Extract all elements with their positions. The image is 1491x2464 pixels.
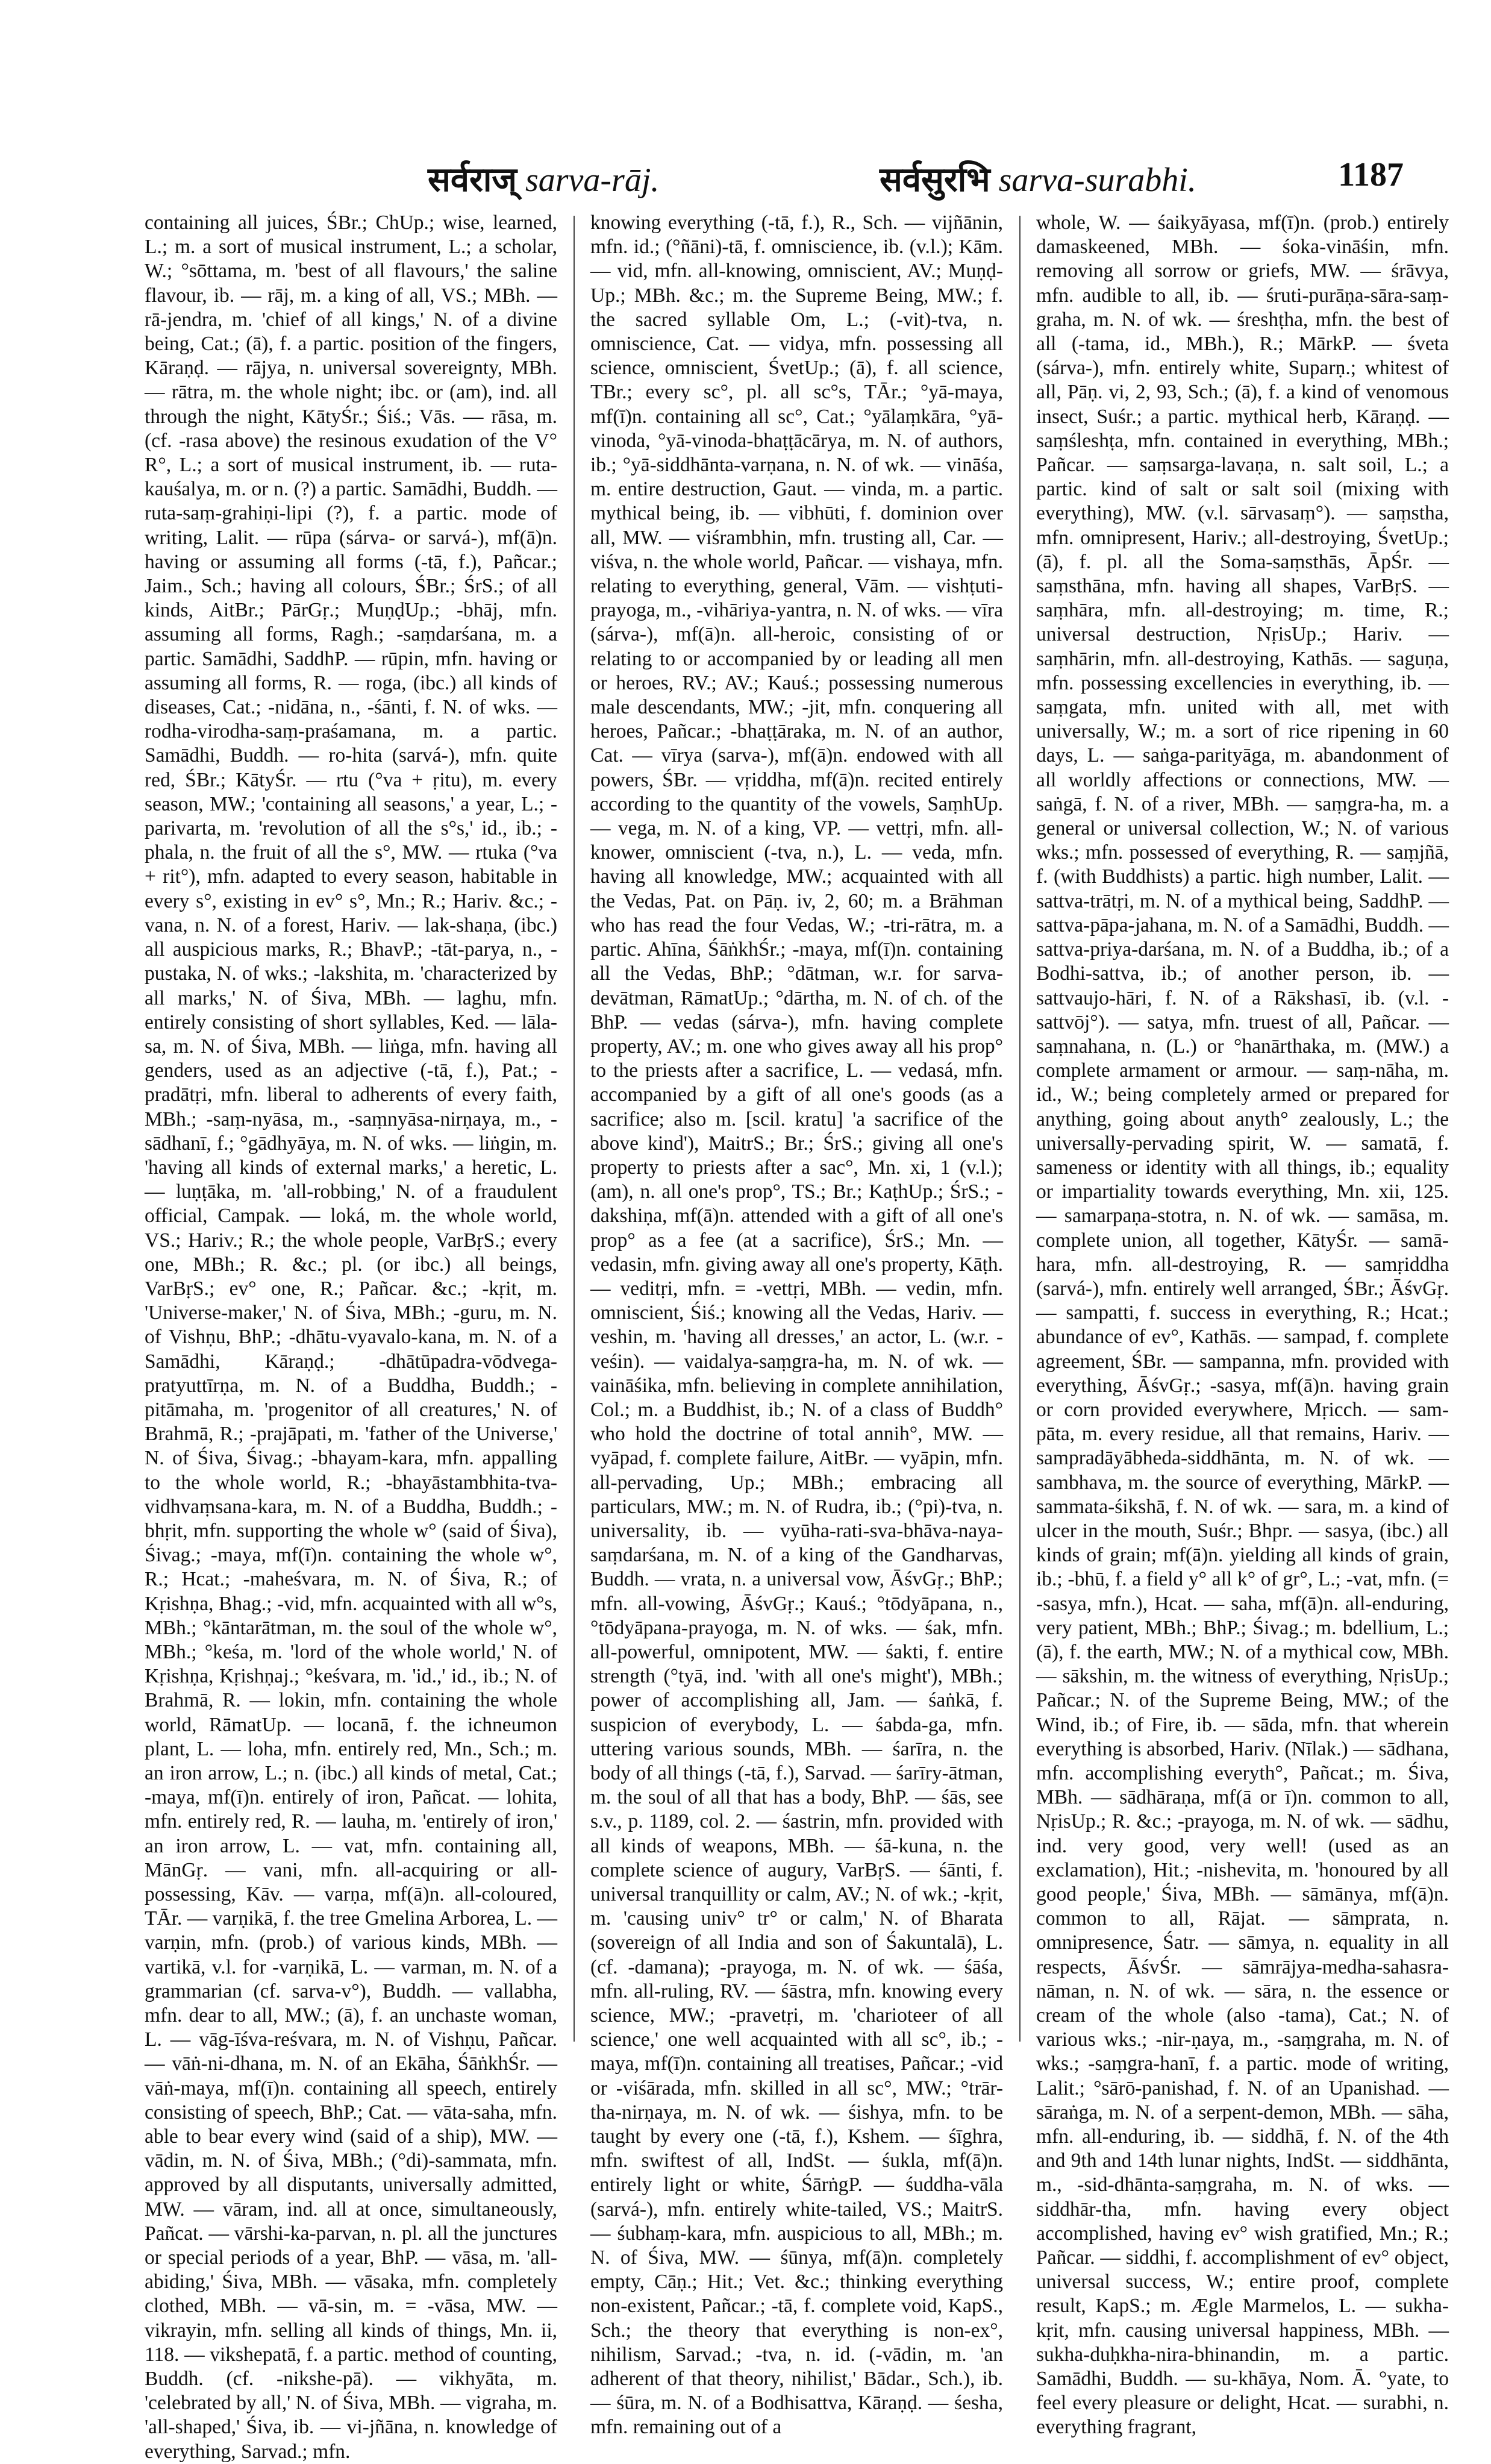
column-1-text: containing all juices, ŚBr.; ChUp.; wise, learned, L.; m. a sort of musical instrument, L.; a scholar, W.; °sōttama, m. 'best of all flavours,' the saline flavour, ib. — rāj, m. a king of all, VS.; MBh. — rā-jendra, m. 'chief of all kings,' N. of a divine being, Cat.; (ā), f. a partic. position of the fingers, Kāraṇḍ. — rājya, n. universal sovereignty, MBh. — rātra, m. the whole night; ibc. or (am), ind. all through the night, KātyŚr.; Śiś.; Vās. — rāsa, m. (cf. -rasa above) the resinous exudation of the V° R°, L.; a sort of musical instrument, ib. — ruta-kauśalya, m. or n. (?) a partic. Samādhi, Buddh. — ruta-saṃ-grahiṇi-lipi (?), f. a partic. mode of writing, Lalit. — rūpa (sárva- or sarvá-), mf(ā)n. having or assuming all forms (-tā, f.), Pañcar.; Jaim., Sch.; having all colours, ŚBr.; ŚrS.; of all kinds, AitBr.; PārGṛ.; MuṇḍUp.; -bhāj, mfn. assuming all forms, Ragh.; -saṃdarśana, m. a partic. Samādhi, SaddhP. — rūpin, mfn. having or assuming all forms, R. — roga, (ibc.) all kinds of diseases, Cat.; -nidāna, n., -śānti, f. N. of wks. — rodha-virodha-saṃ-praśamana, m. a partic. Samādhi, Buddh. — ro-hita (sarvá-), mfn. quite red, ŚBr.; KātyŚr. — rtu (°va + ṛitu), m. every season, MW.; 'containing all seasons,' a year, L.; -parivarta, m. 'revolution of all the s°s,' id., ib.; -phala, n. the fruit of all the s°, MW. — rtuka (°va + rit°), mfn. adapted to every season, habitable in every s°, existing in ev° s°, Mn.; R.; Hariv. &c.; -vana, n. N. of a forest, Hariv. — lak-shaṇa, (ibc.) all auspicious marks, R.; BhavP.; -tāt-parya, n., -pustaka, N. of wks.; -lakshita, m. 'characterized by all marks,' N. of Śiva, MBh. — laghu, mfn. entirely consisting of short syllables, Ked. — lāla-sa, m. N. of Śiva, MBh. — liṅga, mfn. having all genders, used as an adjective (-tā, f.), Pat.; -pradātṛi, mfn. liberal to adherents of every faith, MBh.; -saṃ-nyāsa, m., -saṃnyāsa-nirṇaya, m., -sādhanī, f.; °gādhyāya, m. N. of wks. — liṅgin, m. 'having all kinds of external marks,' a heretic, L. — luṇṭāka, m. 'all-robbing,' N. of a fraudulent official, Campak. — loká, m. the whole world, VS.; Hariv.; R.; the whole people, VarBṛS.; every one, MBh.; R. &c.; pl. (or ibc.) all beings, VarBṛS.; ev° one, R.; Pañcar. &c.; -kṛit, m. 'Universe-maker,' N. of Śiva, MBh.; -guru, m. N. of Vishṇu, BhP.; -dhātu-vyavalo-kana, m. N. of a Samādhi, Kāraṇḍ.; -dhātūpadra-vōdvega-pratyuttīrṇa, m. N. of a Buddha, Buddh.; -pitāmaha, m. 'progenitor of all creatures,' N. of Brahmā, R.; -prajāpati, m. 'father of the Universe,' N. of Śiva, Śivag.; -bhayam-kara, mfn. appalling to the whole world, R.; -bhayāstambhita-tva-vidhvaṃsana-kara, m. N. of a Buddha, Buddh.; -bhṛit, mfn. supporting the whole w° (said of Śiva), Śivag.; -maya, mf(ī)n. containing the whole w°, R.; Hcat.; -maheśvara, m. N. of Śiva, R.; of Kṛishṇa, Bhag.; -vid, mfn. acquainted with all w°s, MBh.; °kāntarātman, m. the soul of the whole w°, MBh.; °keśa, m. 'lord of the whole world,' N. of Kṛishṇa, Kṛishṇaj.; °keśvara, m. 'id.,' id., ib.; N. of Brahmā, R. — lokin, mfn. containing the whole world, RāmatUp. — locanā, f. the ichneumon plant, L. — loha, mfn. entirely red, Mn., Sch.; m. an iron arrow, L.; n. (ibc.) all kinds of metal, Cat.; -maya, mf(ī)n. entirely of iron, Pañcat. — lohita, mfn. entirely red, R. — lauha, m. 'entirely of iron,' an iron arrow, L. — vat, mfn. containing all, MānGṛ. — vani, mfn. all-acquiring or all-possessing, Kāv. — varṇa, mf(ā)n. all-coloured, TĀr. — varṇikā, f. the tree Gmelina Arborea, L. — varṇin, mfn. (prob.) of various kinds, MBh. — vartikā, v.l. for -varṇikā, L. — varman, m. N. of a grammarian (cf. sarva-v°), Buddh. — vallabha, mfn. dear to all, MW.; (ā), f. an unchaste woman, L. — vāg-īśva-reśvara, m. N. of Vishṇu, Pañcar. — vāṅ-ni-dhana, m. N. of an Ekāha, ŚāṅkhŚr. — vāṅ-maya, mf(ī)n. containing all speech, entirely consisting of speech, BhP.; Cat. — vāta-saha, mfn. able to bear every wind (said of a ship), MW. — vādin, m. N. of Śiva, MBh.; (°di)-sammata, mfn. approved by all disputants, universally admitted, MW. — vāram, ind. all at once, simultaneously, Pañcat. — vārshi-ka-parvan, n. pl. all the junctures or special periods of a year, BhP. — vāsa, m. 'all-abiding,' Śiva, MBh. — vāsaka, mfn. completely clothed, MBh. — vā-sin, m. = -vāsa, MW. — vikrayin, mfn. selling all kinds of things, Mn. ii, 118. — vikshepatā, f. a partic. method of counting, Buddh. (cf. -nikshe-pā). — vikhyāta, m. 'celebrated by all,' N. of Śiva, MBh. — vigraha, m. 'all-shaped,' Śiva, ib. — vi-jñāna, n. knowledge of everything, Sarvad.; mfn. bbox=[145, 212, 557, 2463]
column-3-text: whole, W. — śaikyāyasa, mf(ī)n. (prob.) entirely damaskeened, MBh. — śoka-vināśin, mfn. removing all sorrow or griefs, MW. — śrāvya, mfn. audible to all, ib. — śruti-purāṇa-sāra-saṃ-graha, m. N. of wk. — śreshṭha, mfn. the best of all (-tama, id., MBh.), R.; MārkP. — śveta (sárva-), mfn. entirely white, Suparṇ.; whitest of all, Pāṇ. vi, 2, 93, Sch.; (ā), f. a kind of venomous insect, Suśr.; a partic. mythical herb, Kāraṇḍ. — saṃśleshṭa, mfn. contained in everything, MBh.; Pañcar. — saṃsarga-lavaṇa, n. salt soil, L.; a partic. kind of salt or salt soil (mixing with everything), MW. (v.l. sārvasaṃ°). — saṃstha, mfn. omnipresent, Hariv.; all-destroying, ŚvetUp.; (ā), f. pl. all the Soma-saṃsthās, ĀpŚr. — saṃsthāna, mfn. having all shapes, VarBṛS. — saṃhāra, mfn. all-destroying; m. time, R.; universal destruction, NṛisUp.; Hariv. — saṃhārin, mfn. all-destroying, Kathās. — saguṇa, mfn. possessing excellencies in everything, ib. — saṃgata, mfn. united with all, met with universally, W.; m. a sort of rice ripening in 60 days, L. — saṅga-parityāga, m. abandonment of all worldly affections or connections, MW. — saṅgā, f. N. of a river, MBh. — saṃgra-ha, m. a general or universal collection, W.; N. of various wks.; mfn. possessed of everything, R. — saṃjñā, f. (with Buddhists) a partic. high number, Lalit. — sattva-trātṛi, m. N. of a mythical being, SaddhP. — sattva-pāpa-jahana, m. N. of a Samādhi, Buddh. — sattva-priya-darśana, m. N. of a Buddha, ib.; of a Bodhi-sattva, ib.; of another person, ib. — sattvaujo-hāri, f. N. of a Rākshasī, ib. (v.l. -sattvōj°). — satya, mfn. truest of all, Pañcar. — saṃnahana, n. (L.) or °hanārthaka, m. (MW.) a complete armament or armour. — saṃ-nāha, m. id., W.; being completely armed or prepared for anything, going about anyth° zealously, L.; the universally-pervading spirit, W. — samatā, f. sameness or identity with all things, ib.; equality or impartiality towards everything, Mn. xii, 125. — samarpaṇa-stotra, n. N. of wk. — samāsa, m. complete union, all together, KātyŚr. — samā-hara, mfn. all-destroying, R. — samṛiddha (sarvá-), mfn. entirely well arranged, ŚBr.; ĀśvGṛ. — sampatti, f. success in everything, R.; Hcat.; abundance of ev°, Kathās. — sampad, f. complete agreement, ŚBr. — sampanna, mfn. provided with everything, ĀśvGṛ.; -sasya, mf(ā)n. having grain or corn provided everywhere, Mṛicch. — sam-pāta, m. every residue, all that remains, Hariv. — sampradāyābheda-siddhānta, m. N. of wk. — sambhava, m. the source of everything, MārkP. — sammata-śikshā, f. N. of wk. — sara, m. a kind of ulcer in the mouth, Suśr.; Bhpr. — sasya, (ibc.) all kinds of grain; mf(ā)n. yielding all kinds of grain, ib.; -bhū, f. a field y° all k° of gr°, L.; -vat, mfn. (= -sasya, mfn.), Hcat. — saha, mf(ā)n. all-enduring, very patient, MBh.; BhP.; Śivag.; m. bdellium, L.; (ā), f. the earth, MW.; N. of a mythical cow, MBh. — sākshin, m. the witness of everything, NṛisUp.; Pañcar.; N. of the Supreme Being, MW.; of the Wind, ib.; of Fire, ib. — sāda, mfn. that wherein everything is absorbed, Hariv. (Nīlak.) — sādhana, mfn. accomplishing everyth°, Pañcat.; m. Śiva, MBh. — sādhāraṇa, mf(ā or ī)n. common to all, NṛisUp.; R. &c.; -prayoga, m. N. of wk. — sādhu, ind. very good, very well! (used as an exclamation), Hit.; -nishevita, m. 'honoured by all good people,' Śiva, MBh. — sāmānya, mf(ā)n. common to all, Rājat. — sāmprata, n. omnipresence, Śatr. — sāmya, n. equality in all respects, ĀśvŚr. — sāmrājya-medha-sahasra-nāman, n. N. of wk. — sāra, n. the essence or cream of the whole (also -tama), Cat.; N. of various wks.; -nir-ṇaya, m., -saṃgraha, m. N. of wks.; -saṃgra-hanī, f. a partic. mode of writing, Lalit.; °sārō-panishad, f. N. of an Upanishad. — sāraṅga, m. N. of a serpent-demon, MBh. — sāha, mfn. all-enduring, ib. — siddhā, f. N. of the 4th and 9th and 14th lunar nights, IndSt. — siddhānta, m., -sid-dhānta-saṃgraha, m. N. of wks. — siddhār-tha, mfn. having every object accomplished, having ev° wish gratified, Mn.; R.; Pañcar. — siddhi, f. accomplishment of ev° object, universal success, W.; entire proof, complete result, KapS.; m. Ægle Marmelos, L. — sukha-kṛit, mfn. causing universal happiness, MBh. — sukha-duḥkha-nira-bhinandin, m. a partic. Samādhi, Buddh. — su-khāya, Nom. Ā. °yate, to feel every pleasure or delight, Hcat. — surabhi, n. everything fragrant, bbox=[1036, 212, 1449, 2439]
right-headword: sarva-surabhi. bbox=[998, 161, 1196, 199]
dictionary-columns bbox=[145, 211, 1458, 2463]
right-running-head bbox=[880, 155, 1196, 201]
column-divider-1 bbox=[574, 216, 575, 2042]
right-headword-devanagari: सर्वसुरभि bbox=[880, 160, 990, 199]
column-2-text: knowing everything (-tā, f.), R., Sch. — vijñānin, mfn. id.; (°ñāni)-tā, f. omniscience, ib. (v.l.); Kām. — vid, mfn. all-knowing, omniscient, AV.; Muṇḍ-Up.; MBh. &c.; m. the Supreme Being, MW.; f. the sacred syllable Om, L.; (-vit)-tva, n. omniscience, Cat. — vidya, mfn. possessing all science, omniscient, ŚvetUp.; (ā), f. all science, TBr.; every sc°, pl. all sc°s, TĀr.; °yā-maya, mf(ī)n. containing all sc°, Cat.; °yālaṃkāra, °yā-vinoda, °yā-vinoda-bhaṭṭācārya, m. N. of authors, ib.; °yā-siddhānta-varṇana, n. N. of wk. — vināśa, m. entire destruction, Gaut. — vinda, m. a partic. mythical being, ib. — vibhūti, f. dominion over all, MW. — viśrambhin, mfn. trusting all, Car. — viśva, n. the whole world, Pañcar. — vishaya, mfn. relating to everything, general, Vām. — vishṭuti-prayoga, m., -vihāriya-yantra, n. N. of wks. — vīra (sárva-), mf(ā)n. all-heroic, consisting of or relating to or accompanied by or leading all men or heroes, RV.; AV.; Kauś.; possessing numerous male descendants, MW.; -jit, mfn. conquering all heroes, Pañcar.; -bhaṭṭāraka, m. N. of an author, Cat. — vīrya (sarva-), mf(ā)n. endowed with all powers, ŚBr. — vṛiddha, mf(ā)n. recited entirely according to the quantity of the vowels, SaṃhUp. — vega, m. N. of a king, VP. — vettṛi, mfn. all-knower, omniscient (-tva, n.), L. — veda, mfn. having all knowledge, MW.; acquainted with all the Vedas, Pat. on Pāṇ. iv, 2, 60; m. a Brāhman who has read the four Vedas, W.; -tri-rātra, m. a partic. Ahīna, ŚāṅkhŚr.; -maya, mf(ī)n. containing all the Vedas, BhP.; °dātman, w.r. for sarva-devātman, RāmatUp.; °dārtha, m. N. of ch. of the BhP. — vedas (sárva-), mfn. having complete property, AV.; m. one who gives away all his prop° to the priests after a sacrifice, L. — vedasá, mfn. accompanied by a gift of all one's goods (as a sacrifice; also m. [scil. kratu] 'a sacrifice of the above kind'), MaitrS.; Br.; ŚrS.; giving all one's property to priests after a sac°, Mn. xi, 1 (v.l.); (am), n. all one's prop°, TS.; Br.; KaṭhUp.; ŚrS.; -dakshiṇa, mf(ā)n. attended with a gift of all one's prop° as a fee (at a sacrifice), ŚrS.; Mn. — vedasin, mfn. giving away all one's property, Kāṭh. — veditṛi, mfn. = -vettṛi, MBh. — vedin, mfn. omniscient, Śiś.; knowing all the Vedas, Hariv. — veshin, m. 'having all dresses,' an actor, L. (w.r. -veśin). — vaidalya-saṃgra-ha, m. N. of wk. — vaināśika, mfn. believing in complete annihilation, Col.; m. a Buddhist, ib.; N. of a class of Buddh° who hold the doctrine of total annih°, MW. — vyāpad, f. complete failure, AitBr. — vyāpin, mfn. all-pervading, Up.; MBh.; embracing all particulars, MW.; m. N. of Rudra, ib.; (°pi)-tva, n. universality, ib. — vyūha-rati-sva-bhāva-naya-saṃdarśana, m. N. of a king of the Gandharvas, Buddh. — vrata, n. a universal vow, ĀśvGṛ.; BhP.; mfn. all-vowing, ĀśvGṛ.; Kauś.; °tōdyāpana, n., °tōdyāpana-prayoga, m. N. of wks. — śak, mfn. all-powerful, omnipotent, MW. — śakti, f. entire strength (°tyā, ind. 'with all one's might'), MBh.; power of accomplishing all, Jam. — śaṅkā, f. suspicion of everybody, L. — śabda-ga, mfn. uttering various sounds, MBh. — śarīra, n. the body of all things (-tā, f.), Sarvad. — śarīry-ātman, m. the soul of all that has a body, BhP. — śās, see s.v., p. 1189, col. 2. — śastrin, mfn. provided with all kinds of weapons, MBh. — śā-kuna, n. the complete science of augury, VarBṛS. — śānti, f. universal tranquillity or calm, AV.; N. of wk.; -kṛit, m. 'causing univ° tr° or calm,' N. of Bharata (sovereign of all India and son of Śakuntalā), L. (cf. -damana); -prayoga, m. N. of wk. — śāśa, mfn. all-ruling, RV. — śāstra, mfn. knowing every science, MW.; -pravetṛi, m. 'charioteer of all science,' one well acquainted with all sc°, ib.; -maya, mf(ī)n. containing all treatises, Pañcar.; -vid or -viśārada, mfn. skilled in all sc°, MW.; °trār-tha-nirṇaya, m. N. of wk. — śishya, mfn. to be taught by every one (-tā, f.), Kshem. — śīghra, mfn. swiftest of all, IndSt. — śukla, mf(ā)n. entirely light or white, ŚārṅgP. — śuddha-vāla (sarvá-), mfn. entirely white-tailed, VS.; MaitrS. — śubhaṃ-kara, mfn. auspicious to all, MBh.; m. N. of Śiva, MW. — śūnya, mf(ā)n. completely empty, Cāṇ.; Hit.; Vet. &c.; thinking everything non-existent, Pañcar.; -tā, f. complete void, KapS., Sch.; the theory that everything is non-ex°, nihilism, Sarvad.; -tva, n. id. (-vādin, m. 'an adherent of that theory, nihilist,' Bādar., Sch.), ib. — śūra, m. N. of a Bodhisattva, Kāraṇḍ. — śesha, mfn. remaining out of a bbox=[590, 212, 1003, 2439]
page-number: 1187 bbox=[1338, 156, 1404, 193]
column-2 bbox=[590, 211, 1003, 2439]
column-1 bbox=[145, 211, 557, 2463]
left-headword: sarva-rāj. bbox=[525, 161, 660, 199]
left-running-head bbox=[428, 155, 659, 201]
page-header bbox=[90, 155, 1404, 210]
column-3 bbox=[1036, 211, 1449, 2439]
column-divider-2 bbox=[1019, 216, 1021, 2042]
left-headword-devanagari: सर्वराज् bbox=[428, 160, 517, 199]
